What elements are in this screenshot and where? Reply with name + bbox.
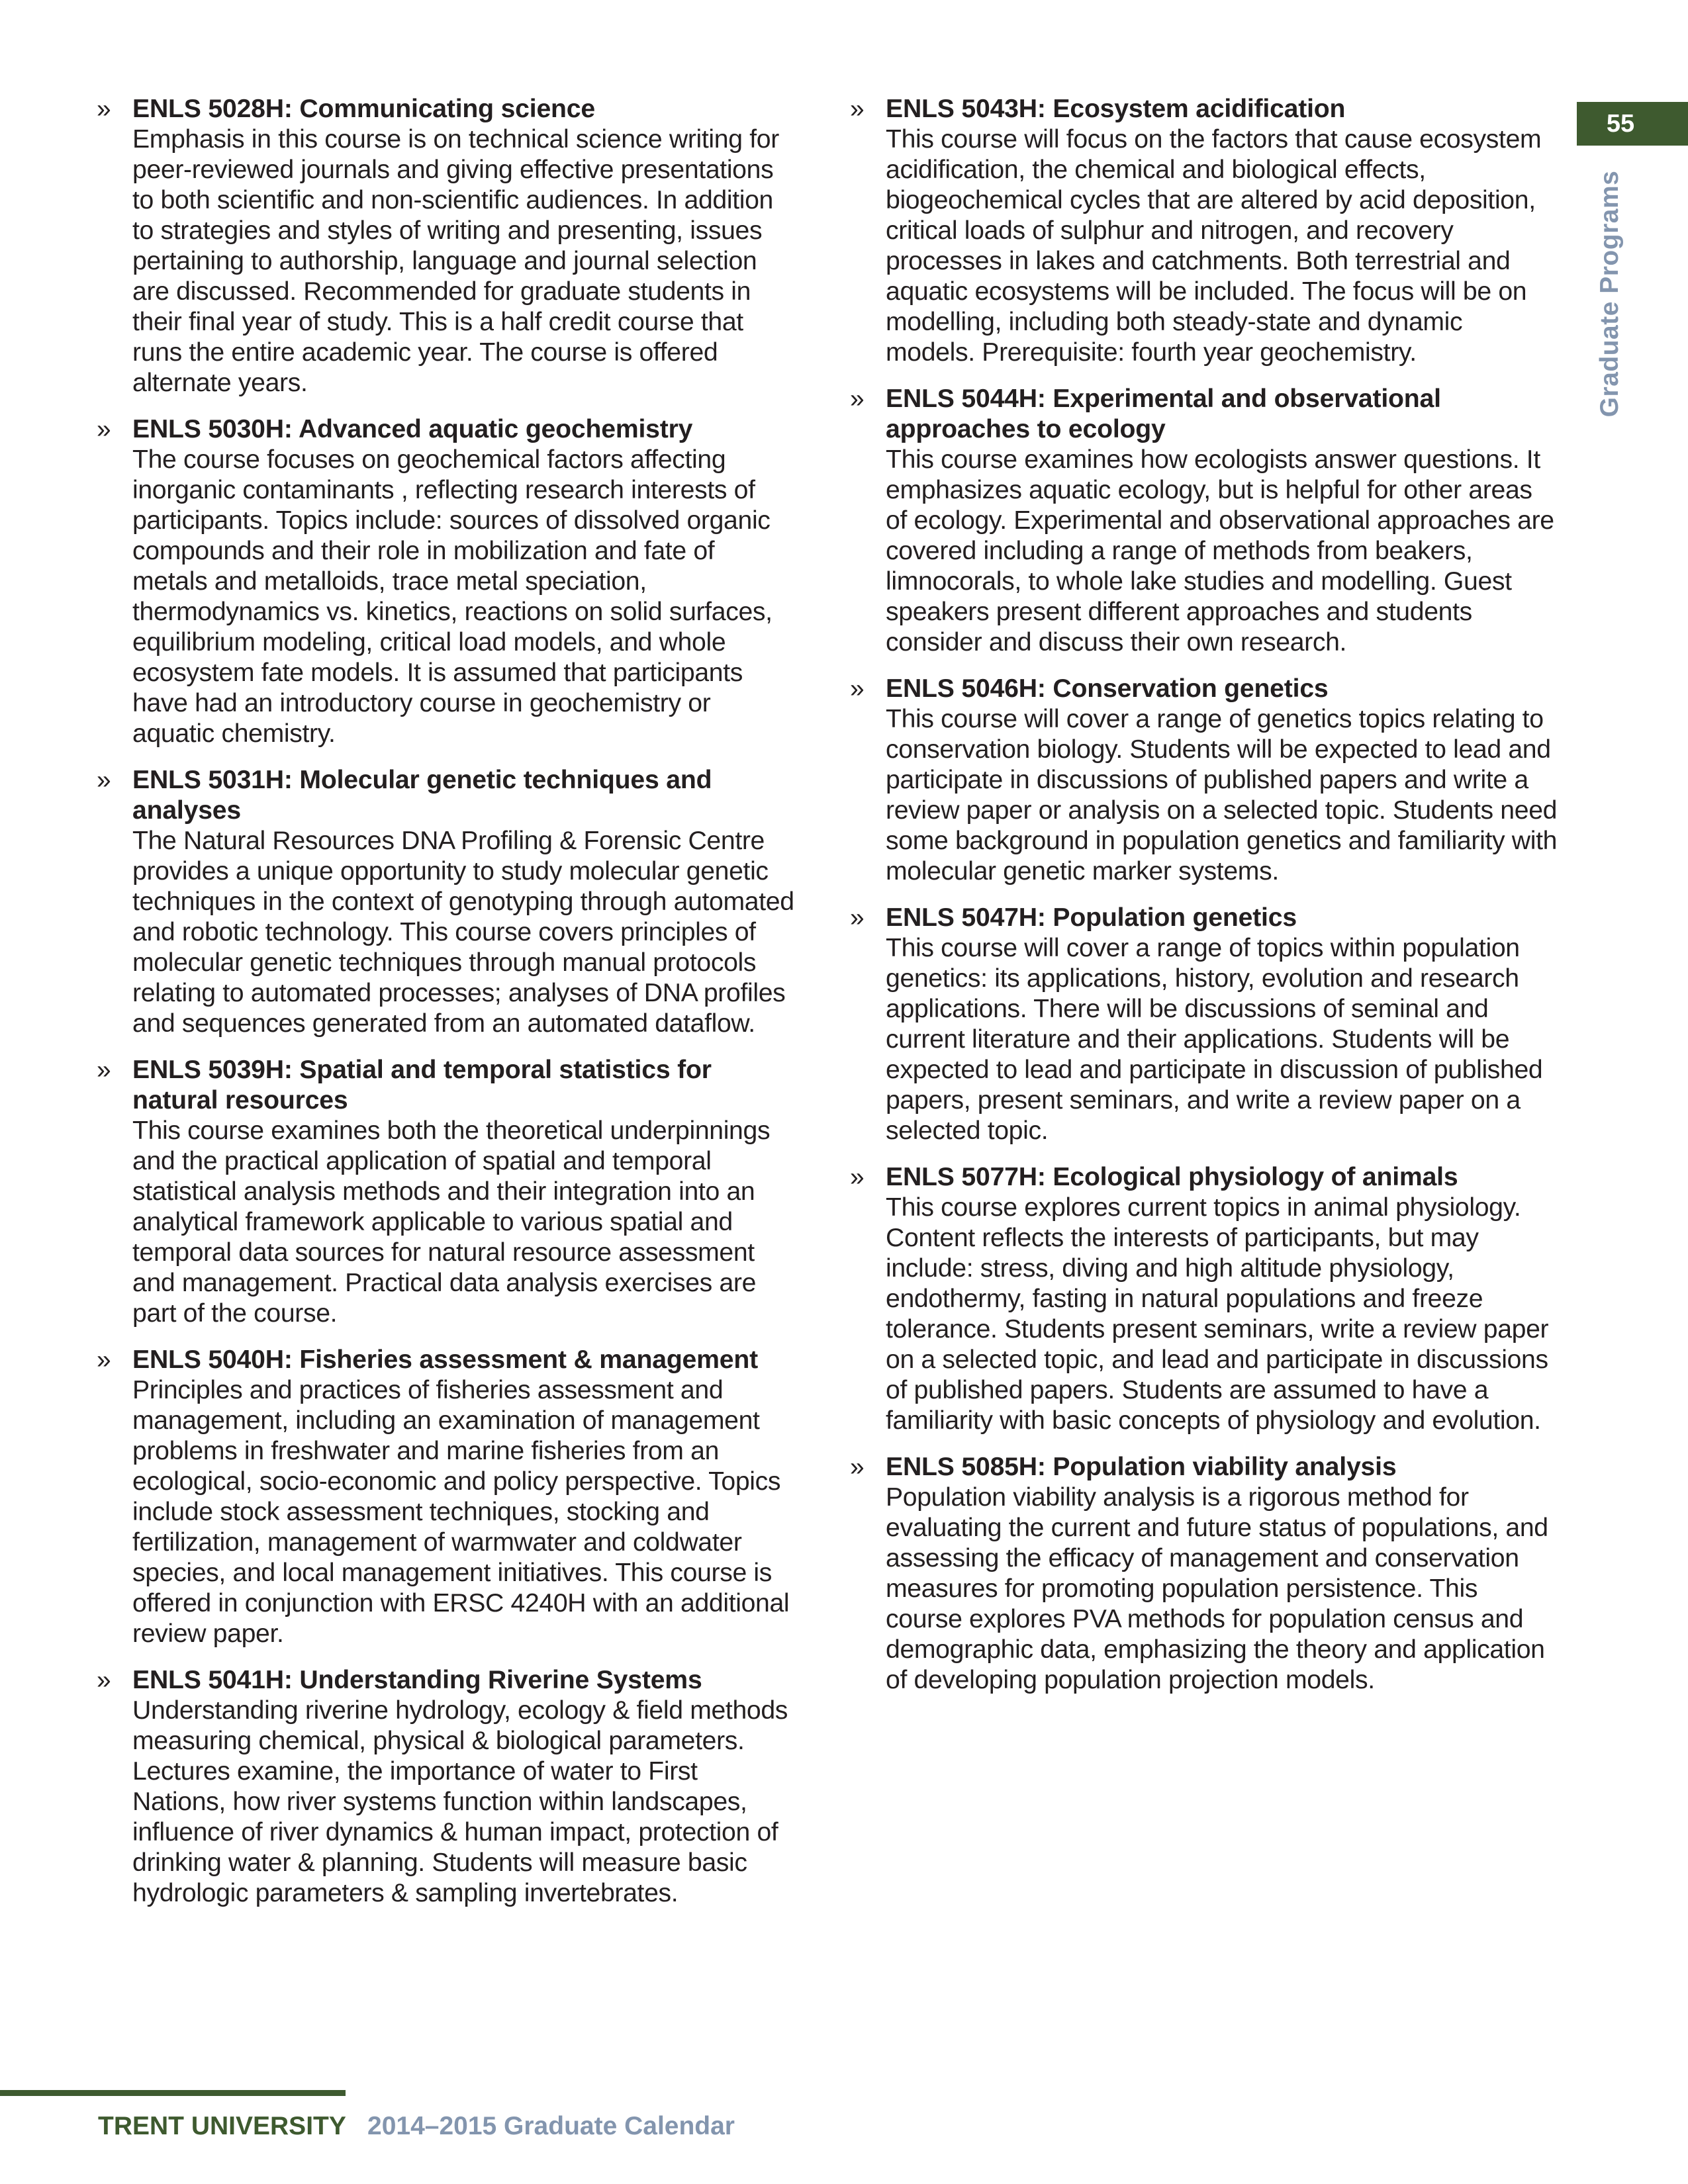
course-entry <box>97 1345 796 1649</box>
course-description: Principles and practices of fisheries assessment and management, including an examination of management problems in freshwater and marine fisheries from an ecological, socio-economic and policy perspective. Topics include stock assessment techniques, stocking and fertilization, management of warmwater and coldwater species, and local management initiatives. This course is offered in conjunction with ERSC 4240H with an additional review paper. <box>132 1376 790 1648</box>
course-description: Population viability analysis is a rigorous method for evaluating the current and future status of populations, and assessing the efficacy of management and conservation measures for promoting population persistence. This course explores PVA methods for population census and demographic data, emphasizing the theory and application of developing population projection models. <box>886 1483 1548 1694</box>
course-title: ENLS 5043H: Ecosystem acidification <box>886 95 1346 123</box>
course-entry <box>97 414 796 749</box>
course-description: This course will cover a range of topics within population genetics: its applications, history, evolution and research applications. There will be discussions of seminal and current literature and their applications. Students will be expected to lead and participate in discussion of published papers, present seminars, and write a review paper on a selected topic. <box>886 934 1543 1145</box>
course-title: ENLS 5030H: Advanced aquatic geochemistry <box>132 415 693 443</box>
course-entry <box>850 384 1558 658</box>
bullet-marker: » <box>97 1666 111 1694</box>
course-description: The course focuses on geochemical factors affecting inorganic contaminants , reflecting research interests of participants. Topics include: sources of dissolved organic compounds and their role in mobilization and fate of metals and metalloids, trace metal speciation, thermodynamics vs. kinetics, reactions on solid surfaces, equilibrium modeling, critical load models, and whole ecosystem fate models. It is assumed that participants have had an introductory course in geochemistry or aquatic chemistry. <box>132 445 773 748</box>
course-entry <box>850 1162 1558 1436</box>
footer-calendar-title: 2014–2015 Graduate Calendar <box>367 2112 735 2140</box>
footer-university: TRENT UNIVERSITY <box>98 2112 346 2140</box>
bullet-marker: » <box>850 903 865 932</box>
bullet-marker: » <box>97 415 111 443</box>
course-description: This course explores current topics in animal physiology. Content reflects the interests of participants, but may include: stress, diving and high altitude physiology, endothermy, fasting in natural populations and freeze tolerance. Students present seminars, write a review paper on a selected topic, and lead and participate in discussions of published papers. Students are assumed to have a familiarity with basic concepts of physiology and evolution. <box>886 1193 1549 1435</box>
course-title: ENLS 5085H: Population viability analysis <box>886 1453 1397 1481</box>
course-title: ENLS 5031H: Molecular genetic techniques and analyses <box>132 766 712 825</box>
left-column <box>97 94 796 1925</box>
course-description: The Natural Resources DNA Profiling & Forensic Centre provides a unique opportunity to study molecular genetic techniques in the context of genotyping through automated and robotic technology. This course covers principles of molecular genetic techniques through manual protocols relating to automated processes; analyses of DNA profiles and sequences generated from an automated dataflow. <box>132 827 794 1038</box>
course-entry <box>97 765 796 1039</box>
page-number-tab <box>1577 102 1688 146</box>
course-title: ENLS 5044H: Experimental and observational approaches to ecology <box>886 385 1441 443</box>
bullet-marker: » <box>97 766 111 794</box>
course-title: ENLS 5047H: Population genetics <box>886 903 1297 932</box>
course-title: ENLS 5039H: Spatial and temporal statistics for natural resources <box>132 1056 712 1115</box>
course-entry <box>850 674 1558 887</box>
section-label: Graduate Programs <box>1595 170 1624 418</box>
course-entry <box>850 1452 1558 1696</box>
course-entry <box>97 1665 796 1909</box>
course-title: ENLS 5040H: Fisheries assessment & management <box>132 1345 758 1374</box>
course-description: This course will focus on the factors that cause ecosystem acidification, the chemical and biological effects, biogeochemical cycles that are altered by acid deposition, critical loads of sulphur and nitrogen, and recovery processes in lakes and catchments. Both terrestrial and aquatic ecosystems will be included. The focus will be on modelling, including both steady-state and dynamic models. Prerequisite: fourth year geochemistry. <box>886 125 1542 367</box>
course-entry <box>850 903 1558 1146</box>
section-label-wrap <box>1590 168 1630 420</box>
footer <box>98 2110 735 2143</box>
page-number: 55 <box>1606 110 1635 138</box>
course-entry <box>97 94 796 398</box>
course-title: ENLS 5028H: Communicating science <box>132 95 595 123</box>
course-description: This course will cover a range of genetics topics relating to conservation biology. Students will be expected to lead and participate in discussions of published papers and write a review paper or analysis on a selected topic. Students need some background in population genetics and familiarity with molecular genetic marker systems. <box>886 705 1558 886</box>
right-column <box>850 94 1558 1711</box>
bullet-marker: » <box>97 95 111 123</box>
course-description: Understanding riverine hydrology, ecology & field methods measuring chemical, physical & biological parameters. Lectures examine, the importance of water to First Nations, how river systems function within landscapes, influence of river dynamics & human impact, protection of drinking water & planning. Students will measure basic hydrologic parameters & sampling invertebrates. <box>132 1696 788 1907</box>
course-entry <box>850 94 1558 368</box>
bullet-marker: » <box>850 385 865 413</box>
course-title: ENLS 5046H: Conservation genetics <box>886 674 1329 703</box>
course-title: ENLS 5077H: Ecological physiology of animals <box>886 1163 1458 1191</box>
bullet-marker: » <box>850 674 865 703</box>
bullet-marker: » <box>850 1163 865 1191</box>
course-description: This course examines both the theoretical underpinnings and the practical application of spatial and temporal statistical analysis methods and their integration into an analytical framework applicable to various spatial and temporal data sources for natural resource assessment and management. Practical data analysis exercises are part of the course. <box>132 1116 771 1328</box>
course-description: Emphasis in this course is on technical science writing for peer-reviewed journals and giving effective presentations to both scientific and non-scientific audiences. In addition to strategies and styles of writing and presenting, issues pertaining to authorship, language and journal selection are discussed. Recommended for graduate students in their final year of study. This is a half credit course that runs the entire academic year. The course is offered alternate years. <box>132 125 779 397</box>
course-entry <box>97 1055 796 1329</box>
footer-rule <box>0 2090 346 2096</box>
bullet-marker: » <box>97 1056 111 1084</box>
bullet-marker: » <box>850 95 865 123</box>
course-title: ENLS 5041H: Understanding Riverine Systems <box>132 1666 702 1694</box>
bullet-marker: » <box>97 1345 111 1374</box>
course-description: This course examines how ecologists answer questions. It emphasizes aquatic ecology, but is helpful for other areas of ecology. Experimental and observational approaches are covered including a range of methods from beakers, limnocorals, to whole lake studies and modelling. Guest speakers present different approaches and students consider and discuss their own research. <box>886 445 1554 657</box>
bullet-marker: » <box>850 1453 865 1481</box>
